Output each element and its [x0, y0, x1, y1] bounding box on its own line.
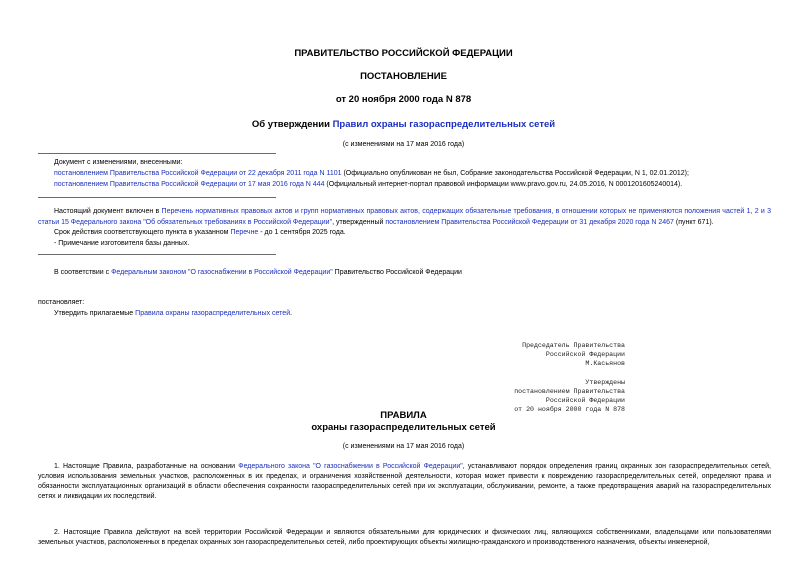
gas-law-link[interactable]: Федеральным законом "О газоснабжении в Российской Федерации" [111, 269, 333, 276]
changes-block [54, 157, 784, 190]
rules-p1-text-b: , устанавливают порядок определения границ охранных зон газораспределительных сетей, условия использования земельных участков, расположенных в их пределах, и ограничения хозяйственной деятельности, которая может привести к повреждению газораспределительных сетей, определяют права и обязанности эксплуатационных организаций в области обеспечения сохранности газораспределительных сетей при их эксплуатации, обслуживании, ремонте, а также предотвращения аварий на газораспределительных сетях и ликвидации их последствий. [38, 463, 771, 500]
changes-item-2-note: (Официальный интернет-портал правовой информации www.pravo.gov.ru, 24.05.2016, N 0001201605240014). [324, 181, 683, 188]
notice-text-c: (пункт 671). [673, 218, 714, 226]
changes-item-1-link[interactable]: постановлением Правительства Российской Федерации от 22 декабря 2011 года N 1101 [54, 170, 342, 177]
changes-item-1 [54, 168, 784, 179]
rules-paragraph-2: 2. Настоящие Правила действуют на всей территории Российской Федерации и являются обязательными для юридических и физических лиц, являющихся собственниками, владельцами или пользователями земельных участков, расположенных в пределах охранных зон газораспределительных сетей, либо проектирующих объекты жилищно-гражданского и производственного назначения, объекты инженерной, [38, 529, 771, 546]
notice-decree-link[interactable]: постановлением Правительства Российской Федерации от 31 декабря 2020 года N 2467 [385, 218, 674, 226]
approved-line-2: постановлением Правительства [514, 388, 625, 395]
notice-paragraph-1 [38, 207, 771, 228]
date-number-heading: от 20 ноября 2000 года N 878 [335, 94, 472, 105]
divider-middle [38, 197, 276, 198]
notice-paragraph-3: - Примечание изготовителя базы данных. [54, 239, 190, 247]
notice-list-link[interactable]: Перечень нормативных правовых актов и групп нормативных правовых актов, содержащих обязательные требования, в отношении которых не применяются положения частей 1, 2 и 3 статьи 15 Федерального закона "Об обязательных требованиях в Российской Федерации" [38, 208, 771, 226]
preamble [54, 267, 774, 278]
decree-word: постановляет: [38, 299, 85, 306]
title-link[interactable]: Правил охраны газораспределительных сетей [332, 119, 556, 130]
notice-block [38, 207, 771, 249]
decree-text [54, 308, 774, 319]
government-heading: ПРАВИТЕЛЬСТВО РОССИЙСКОЙ ФЕДЕРАЦИИ [294, 48, 513, 59]
document-title [0, 119, 807, 130]
rules-subtitle: охраны газораспределительных сетей [311, 422, 496, 433]
notice-perechen-link[interactable]: Перечне [230, 229, 259, 236]
signature-block [405, 341, 625, 368]
approved-line-1: Утверждены [585, 379, 625, 386]
signature-line-1: Председатель Правительства [522, 342, 625, 349]
changes-item-2-link[interactable]: постановлением Правительства Российской Федерации от 17 мая 2016 года N 444 [54, 181, 325, 188]
decree-text-a: Утвердить прилагаемые [54, 310, 136, 317]
notice-paragraph-2 [38, 228, 771, 239]
notice-p2-text-a: Срок действия соответствующего пункта в указанном [54, 229, 231, 236]
rules-paragraph-1 [38, 462, 771, 502]
title-prefix: Об утверждении [251, 119, 333, 130]
notice-text-b: , утвержденный [332, 218, 386, 226]
signature-line-2: Российской Федерации [545, 351, 625, 358]
changes-item-2 [54, 179, 784, 190]
rules-title: ПРАВИЛА [380, 410, 427, 421]
decree-text-b: . [290, 310, 293, 317]
rules-amendments-note: (с изменениями на 17 мая 2016 года) [342, 443, 465, 450]
approved-block [405, 378, 625, 414]
rules-p1-gas-law-link[interactable]: Федерального закона "О газоснабжении в Российской Федерации" [238, 463, 463, 470]
approved-line-4: от 20 ноября 2000 года N 878 [514, 406, 625, 413]
doc-type-heading: ПОСТАНОВЛЕНИЕ [360, 71, 447, 82]
notice-p2-text-b: - до 1 сентября 2025 года. [258, 229, 346, 236]
amendments-note: (с изменениями на 17 мая 2016 года) [342, 141, 465, 148]
preamble-text-b: Правительство Российской Федерации [332, 269, 462, 276]
rules-link[interactable]: Правила охраны газораспределительных сетей [135, 310, 291, 317]
changes-item-1-note: (Официально опубликован не был, Собрание законодательства Российской Федерации, N 1, 02.01.2012); [341, 170, 689, 177]
signature-line-3: М.Касьянов [585, 360, 625, 367]
preamble-text-a: В соответствии с [54, 269, 112, 276]
rules-p1-text-a: 1. Настоящие Правила, разработанные на основании [54, 463, 239, 470]
changes-intro: Документ с изменениями, внесенными: [54, 159, 183, 166]
notice-text-a: Настоящий документ включен в [54, 208, 162, 215]
divider-top [38, 153, 276, 154]
approved-line-3: Российской Федерации [545, 397, 625, 404]
divider-bottom [38, 254, 276, 255]
